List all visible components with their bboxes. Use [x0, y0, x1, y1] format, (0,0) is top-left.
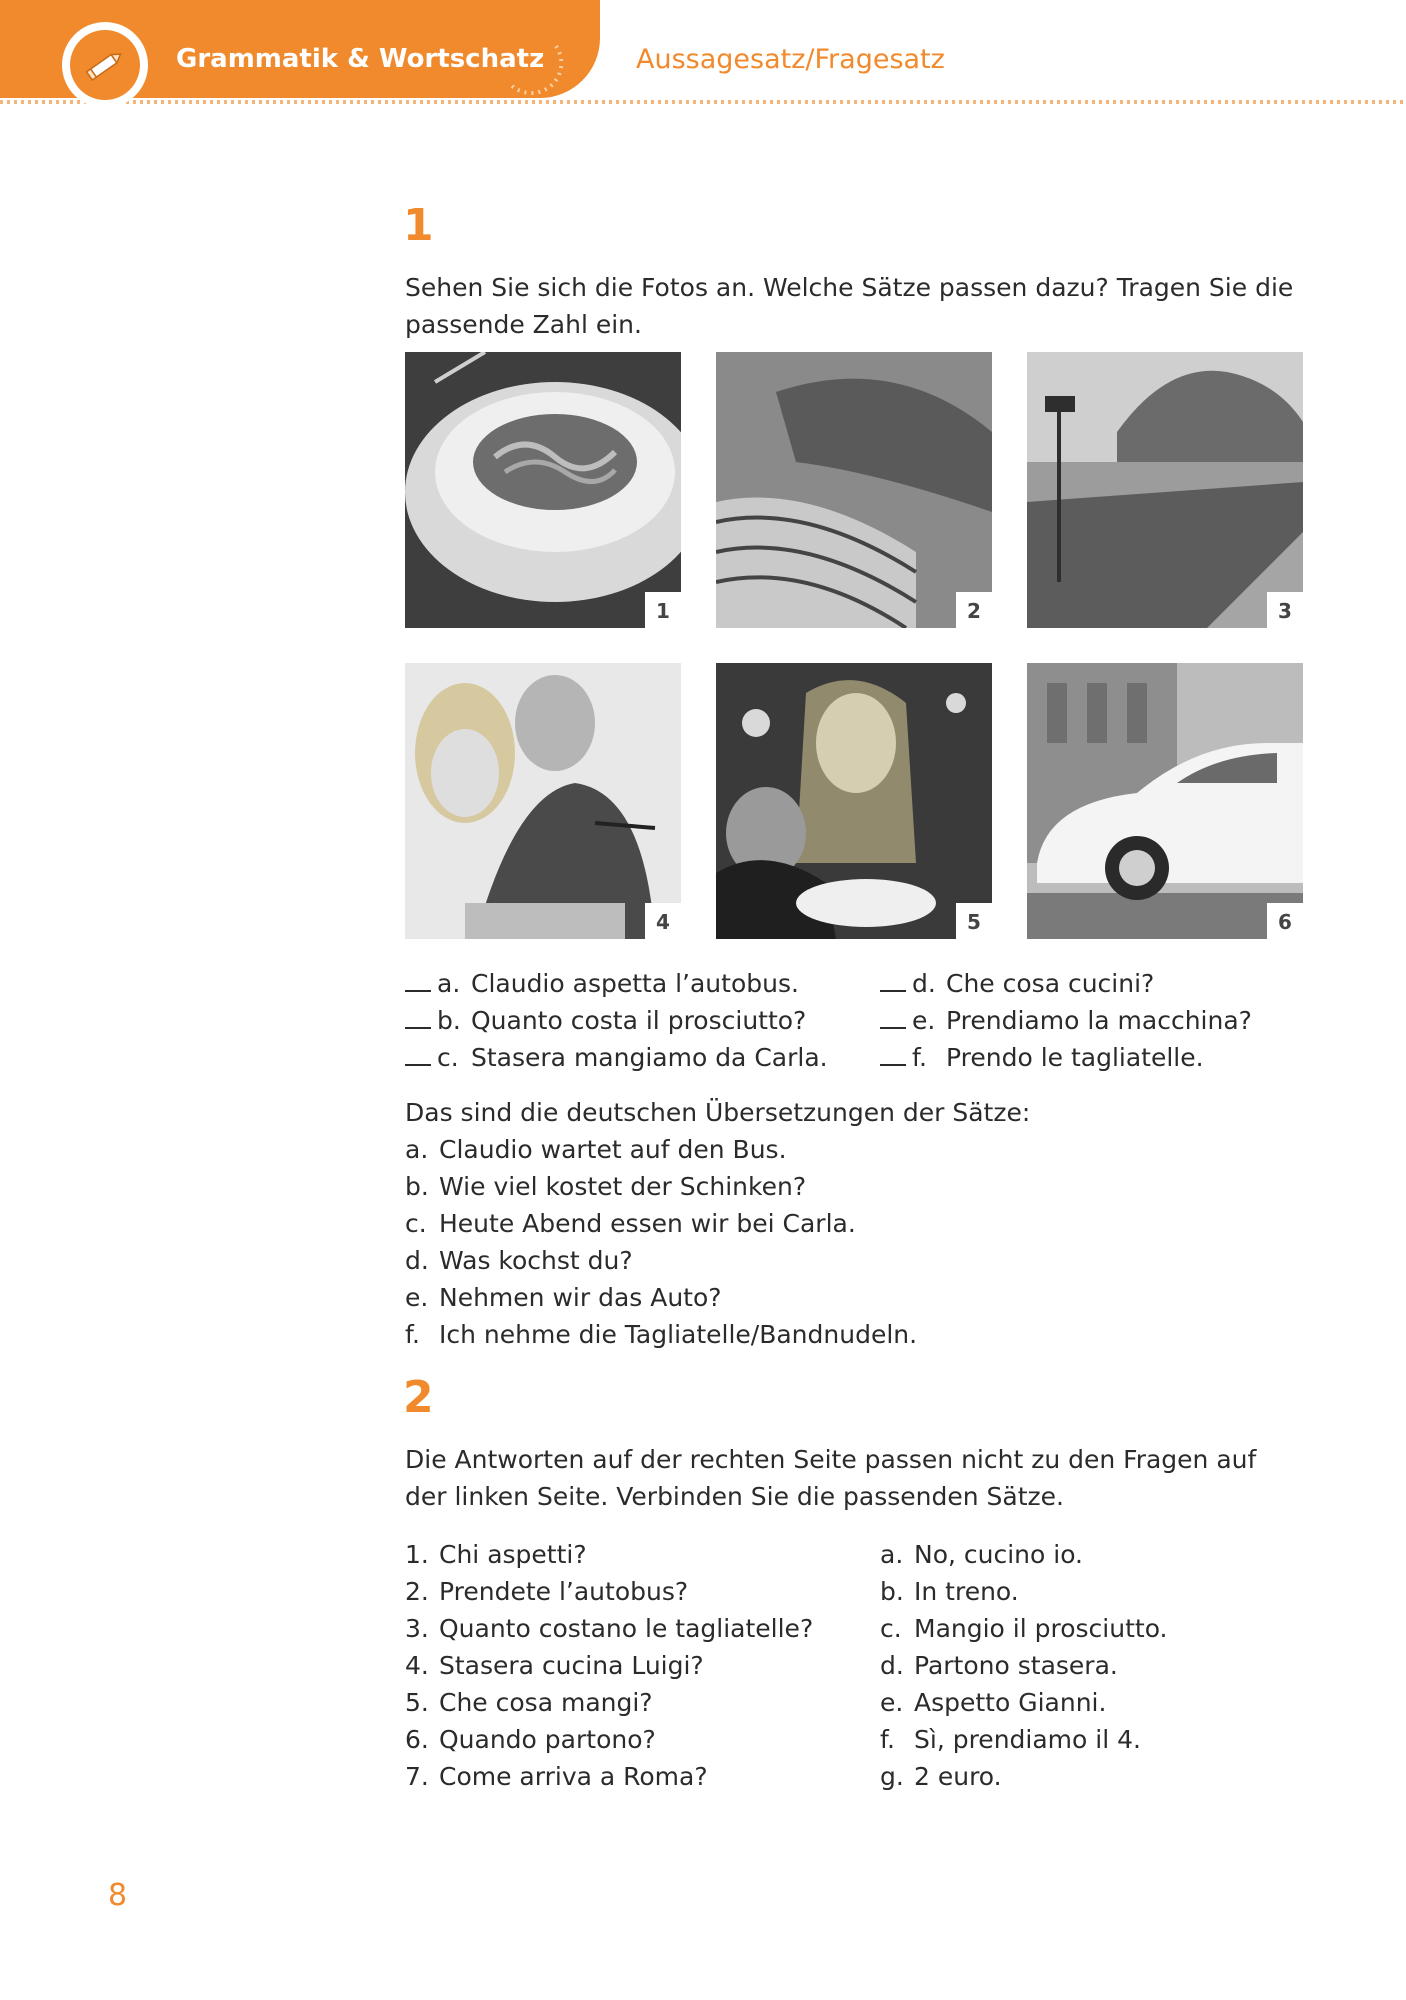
topic-title: Aussagesatz/Fragesatz: [636, 44, 945, 75]
question-item[interactable]: 5. Che cosa mangi?: [405, 1688, 653, 1717]
question-item[interactable]: 4. Stasera cucina Luigi?: [405, 1651, 704, 1680]
pencil-icon: [84, 44, 126, 86]
sentence-d[interactable]: d. Che cosa cucini?: [880, 965, 1154, 1002]
page-number: 8: [108, 1878, 128, 1913]
photo-label: 3: [1267, 592, 1303, 628]
answer-blank[interactable]: [405, 972, 431, 992]
answer-blank[interactable]: [405, 1009, 431, 1029]
question-item[interactable]: 3. Quanto costano le tagliatelle?: [405, 1614, 814, 1643]
translation-item: a. Claudio wartet auf den Bus.: [405, 1135, 787, 1164]
sentence-b[interactable]: b. Quanto costa il prosciutto?: [405, 1002, 806, 1039]
sentence-f[interactable]: f. Prendo le tagliatelle.: [880, 1039, 1204, 1076]
exercise-number-1: 1: [403, 200, 434, 251]
answer-item[interactable]: a. No, cucino io.: [880, 1540, 1084, 1569]
photo-label: 5: [956, 903, 992, 939]
photo-label: 6: [1267, 903, 1303, 939]
photo-5-restaurant: [716, 663, 992, 939]
answer-item[interactable]: b. In treno.: [880, 1577, 1019, 1606]
translation-item: d. Was kochst du?: [405, 1246, 633, 1275]
answer-item[interactable]: g. 2 euro.: [880, 1762, 1002, 1791]
answer-item[interactable]: f. Sì, prendiamo il 4.: [880, 1725, 1141, 1754]
logo-badge: [62, 22, 148, 108]
exercise-number-2: 2: [403, 1372, 434, 1423]
exercise-2-instruction: Die Antworten auf der rechten Seite passen nicht zu den Fragen auf der linken Seite. Verbinden Sie die passenden Sätze.: [405, 1445, 1257, 1511]
page-header: [0, 0, 1406, 140]
translation-item: b. Wie viel kostet der Schinken?: [405, 1172, 807, 1201]
answer-blank[interactable]: [880, 1046, 906, 1066]
translation-intro: Das sind die deutschen Übersetzungen der Sätze:: [405, 1098, 1031, 1127]
answer-item[interactable]: c. Mangio il prosciutto.: [880, 1614, 1168, 1643]
question-item[interactable]: 2. Prendete l’autobus?: [405, 1577, 689, 1606]
answer-blank[interactable]: [880, 1009, 906, 1029]
answer-item[interactable]: d. Partono stasera.: [880, 1651, 1118, 1680]
question-item[interactable]: 6. Quando partono?: [405, 1725, 656, 1754]
photo-2-ham: [716, 352, 992, 628]
dotted-arc-icon: [506, 36, 566, 96]
translation-item: e. Nehmen wir das Auto?: [405, 1283, 722, 1312]
question-item[interactable]: 7. Come arriva a Roma?: [405, 1762, 708, 1791]
photo-1-pasta: [405, 352, 681, 628]
answer-blank[interactable]: [405, 1046, 431, 1066]
exercise-1-instruction: Sehen Sie sich die Fotos an. Welche Sätze passen dazu? Tragen Sie die passende Zahl ein.: [405, 273, 1294, 339]
translation-item: f. Ich nehme die Tagliatelle/Bandnudeln.: [405, 1320, 918, 1349]
sentence-a[interactable]: a. Claudio aspetta l’autobus.: [405, 965, 799, 1002]
photo-6-car: [1027, 663, 1303, 939]
photo-4-tasting: [405, 663, 681, 939]
answer-item[interactable]: e. Aspetto Gianni.: [880, 1688, 1107, 1717]
photo-3-bus-stop: [1027, 352, 1303, 628]
photo-label: 1: [645, 592, 681, 628]
photo-label: 4: [645, 903, 681, 939]
photo-label: 2: [956, 592, 992, 628]
section-title: Grammatik & Wortschatz: [176, 44, 545, 74]
translation-item: c. Heute Abend essen wir bei Carla.: [405, 1209, 856, 1238]
sentence-c[interactable]: c. Stasera mangiamo da Carla.: [405, 1039, 828, 1076]
sentence-e[interactable]: e. Prendiamo la macchina?: [880, 1002, 1252, 1039]
dotted-divider: [0, 96, 1406, 108]
answer-blank[interactable]: [880, 972, 906, 992]
question-item[interactable]: 1. Chi aspetti?: [405, 1540, 587, 1569]
